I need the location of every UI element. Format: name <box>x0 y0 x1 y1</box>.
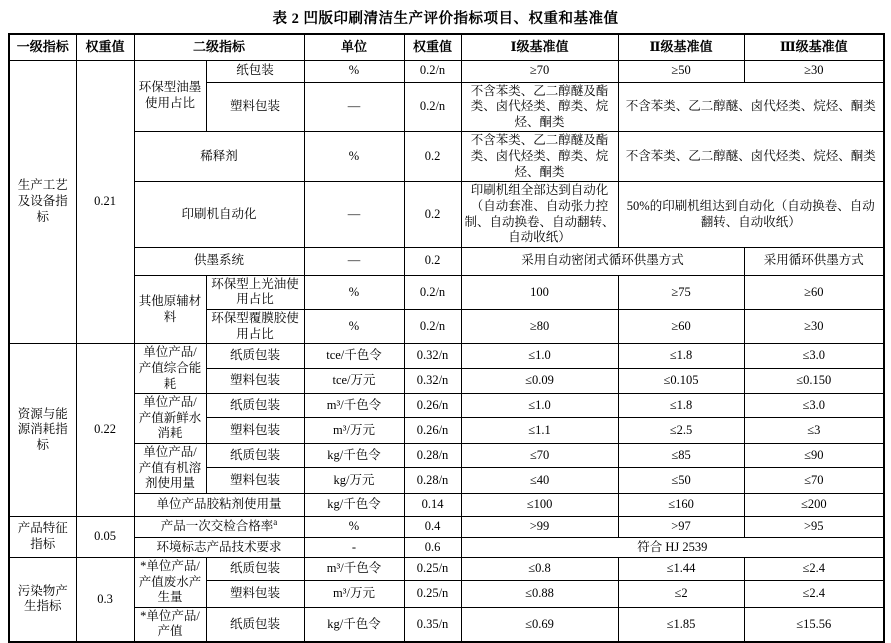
wastewater-plastic-grade2: ≤2 <box>618 581 744 608</box>
energy-paper-weight: 0.32/n <box>404 344 461 369</box>
solvent-plastic-weight: 0.28/n <box>404 467 461 493</box>
wastewater-label: *单位产品/产值废水产生量 <box>134 557 206 607</box>
energy-paper-unit: tce/千色令 <box>304 344 404 369</box>
ink-paper-sub: 纸包装 <box>206 60 304 82</box>
row-ink-paper <box>9 60 884 82</box>
row-automation <box>9 182 884 248</box>
solvent-plastic-grade3: ≤70 <box>744 467 884 493</box>
automation-label: 印刷机自动化 <box>134 182 304 248</box>
solvent-plastic-grade2: ≤50 <box>618 467 744 493</box>
env-label-unit: - <box>304 537 404 557</box>
header-weight-1: 权重值 <box>76 34 134 60</box>
env-label-label: 环境标志产品技术要求 <box>134 537 304 557</box>
water-plastic-unit: m³/万元 <box>304 417 404 443</box>
water-paper-grade2: ≤1.8 <box>618 394 744 418</box>
varnish-grade1: 100 <box>461 275 618 309</box>
waste-gas-paper-grade2: ≤1.85 <box>618 607 744 642</box>
water-plastic-sub: 塑料包装 <box>206 417 304 443</box>
waste-gas-paper-unit: kg/千色令 <box>304 607 404 642</box>
cat-resource-label: 资源与能源消耗指标 <box>9 344 76 517</box>
laminating-sub: 环保型覆膜胶使用占比 <box>206 310 304 344</box>
automation-grade23: 50%的印刷机组达到自动化（自动换卷、自动翻转、自动收纸） <box>618 182 884 248</box>
solvent-paper-sub: 纸质包装 <box>206 444 304 468</box>
ink-supply-weight: 0.2 <box>404 247 461 275</box>
pass-rate-unit: % <box>304 516 404 537</box>
water-plastic-weight: 0.26/n <box>404 417 461 443</box>
header-row <box>9 34 884 60</box>
wastewater-plastic-grade1: ≤0.88 <box>461 581 618 608</box>
ink-plastic-grade1: 不含苯类、乙二醇醚及酯类、卤代烃类、醇类、烷烃、酮类 <box>461 82 618 132</box>
energy-paper-grade2: ≤1.8 <box>618 344 744 369</box>
cat-product-weight: 0.05 <box>76 516 134 557</box>
water-paper-sub: 纸质包装 <box>206 394 304 418</box>
ink-plastic-sub: 塑料包装 <box>206 82 304 132</box>
laminating-grade1: ≥80 <box>461 310 618 344</box>
automation-unit: — <box>304 182 404 248</box>
ink-paper-grade1: ≥70 <box>461 60 618 82</box>
pass-rate-weight: 0.4 <box>404 516 461 537</box>
solvent-plastic-sub: 塑料包装 <box>206 467 304 493</box>
row-waste-gas-paper <box>9 607 884 642</box>
adhesive-grade1: ≤100 <box>461 493 618 516</box>
waste-gas-paper-grade3: ≤15.56 <box>744 607 884 642</box>
row-varnish <box>9 275 884 309</box>
pass-rate-grade2: >97 <box>618 516 744 537</box>
ink-plastic-weight: 0.2/n <box>404 82 461 132</box>
adhesive-weight: 0.14 <box>404 493 461 516</box>
laminating-unit: % <box>304 310 404 344</box>
ink-paper-grade2: ≥50 <box>618 60 744 82</box>
energy-plastic-grade3: ≤0.150 <box>744 369 884 394</box>
diluent-grade1: 不含苯类、乙二醇醚及酯类、卤代烃类、醇类、烷烃、酮类 <box>461 132 618 182</box>
cat-pollutant-weight: 0.3 <box>76 557 134 642</box>
ink-supply-unit: — <box>304 247 404 275</box>
adhesive-label: 单位产品胶粘剂使用量 <box>134 493 304 516</box>
evaluation-table <box>8 33 885 643</box>
solvent-plastic-grade1: ≤40 <box>461 467 618 493</box>
solvent-paper-weight: 0.28/n <box>404 444 461 468</box>
varnish-weight: 0.2/n <box>404 275 461 309</box>
water-plastic-grade1: ≤1.1 <box>461 417 618 443</box>
wastewater-paper-weight: 0.25/n <box>404 557 461 580</box>
pass-rate-grade1: >99 <box>461 516 618 537</box>
row-water-paper <box>9 394 884 418</box>
solvent-label: 单位产品/产值有机溶剂使用量 <box>134 444 206 494</box>
env-label-weight: 0.6 <box>404 537 461 557</box>
ink-label: 环保型油墨使用占比 <box>134 60 206 132</box>
ink-plastic-unit: — <box>304 82 404 132</box>
wastewater-paper-grade2: ≤1.44 <box>618 557 744 580</box>
wastewater-paper-unit: m³/千色令 <box>304 557 404 580</box>
ink-plastic-grade23: 不含苯类、乙二醇醚、卤代烃类、烷烃、酮类 <box>618 82 884 132</box>
solvent-paper-unit: kg/千色令 <box>304 444 404 468</box>
cat-pollutant-label: 污染物产生指标 <box>9 557 76 642</box>
diluent-weight: 0.2 <box>404 132 461 182</box>
header-level2-indicator: 二级指标 <box>134 34 304 60</box>
solvent-plastic-unit: kg/万元 <box>304 467 404 493</box>
laminating-grade3: ≥30 <box>744 310 884 344</box>
row-energy-paper <box>9 344 884 369</box>
water-paper-unit: m³/千色令 <box>304 394 404 418</box>
pass-rate-label <box>134 516 304 537</box>
cat-process-label: 生产工艺及设备指标 <box>9 60 76 344</box>
water-plastic-grade2: ≤2.5 <box>618 417 744 443</box>
row-ink-supply <box>9 247 884 275</box>
wastewater-paper-grade1: ≤0.8 <box>461 557 618 580</box>
waste-gas-paper-weight: 0.35/n <box>404 607 461 642</box>
row-adhesive <box>9 493 884 516</box>
energy-paper-sub: 纸质包装 <box>206 344 304 369</box>
ink-paper-grade3: ≥30 <box>744 60 884 82</box>
ink-supply-grade3: 采用循环供墨方式 <box>744 247 884 275</box>
waste-gas-paper-sub: 纸质包装 <box>206 607 304 642</box>
solvent-paper-grade2: ≤85 <box>618 444 744 468</box>
row-wastewater-paper <box>9 557 884 580</box>
cat-product-label: 产品特征指标 <box>9 516 76 557</box>
ink-paper-unit: % <box>304 60 404 82</box>
water-paper-grade3: ≤3.0 <box>744 394 884 418</box>
row-solvent-paper <box>9 444 884 468</box>
diluent-grade23: 不含苯类、乙二醇醚、卤代烃类、烷烃、酮类 <box>618 132 884 182</box>
pass-rate-grade3: >95 <box>744 516 884 537</box>
automation-grade1: 印刷机组全部达到自动化（自动套准、自动张力控制、自动换卷、自动翻转、自动收纸） <box>461 182 618 248</box>
row-diluent <box>9 132 884 182</box>
header-grade1-benchmark: Ⅰ级基准值 <box>461 34 618 60</box>
energy-plastic-grade1: ≤0.09 <box>461 369 618 394</box>
varnish-sub: 环保型上光油使用占比 <box>206 275 304 309</box>
laminating-grade2: ≥60 <box>618 310 744 344</box>
varnish-grade3: ≥60 <box>744 275 884 309</box>
varnish-grade2: ≥75 <box>618 275 744 309</box>
adhesive-grade3: ≤200 <box>744 493 884 516</box>
water-label: 单位产品/产值新鲜水消耗 <box>134 394 206 444</box>
waste-gas-label: *单位产品/产值 <box>134 607 206 642</box>
water-plastic-grade3: ≤3 <box>744 417 884 443</box>
water-paper-grade1: ≤1.0 <box>461 394 618 418</box>
header-level1-indicator: 一级指标 <box>9 34 76 60</box>
cat-resource-weight: 0.22 <box>76 344 134 517</box>
wastewater-plastic-weight: 0.25/n <box>404 581 461 608</box>
energy-label: 单位产品/产值综合能耗 <box>134 344 206 394</box>
laminating-weight: 0.2/n <box>404 310 461 344</box>
adhesive-unit: kg/千色令 <box>304 493 404 516</box>
other-materials-label: 其他原辅材料 <box>134 275 206 344</box>
water-paper-weight: 0.26/n <box>404 394 461 418</box>
pass-rate-footnote: a <box>273 516 278 527</box>
solvent-paper-grade1: ≤70 <box>461 444 618 468</box>
energy-plastic-weight: 0.32/n <box>404 369 461 394</box>
diluent-unit: % <box>304 132 404 182</box>
pass-rate-text: 产品一次交检合格率 <box>160 519 274 534</box>
env-label-grade123: 符合 HJ 2539 <box>461 537 884 557</box>
table-title: 表 2 凹版印刷清洁生产评价指标项目、权重和基准值 <box>272 11 619 27</box>
wastewater-paper-grade3: ≤2.4 <box>744 557 884 580</box>
header-unit: 单位 <box>304 34 404 60</box>
ink-supply-grade12: 采用自动密闭式循环供墨方式 <box>461 247 744 275</box>
wastewater-plastic-grade3: ≤2.4 <box>744 581 884 608</box>
header-grade2-benchmark: Ⅱ级基准值 <box>618 34 744 60</box>
diluent-label: 稀释剂 <box>134 132 304 182</box>
row-pass-rate <box>9 516 884 537</box>
solvent-paper-grade3: ≤90 <box>744 444 884 468</box>
varnish-unit: % <box>304 275 404 309</box>
adhesive-grade2: ≤160 <box>618 493 744 516</box>
waste-gas-paper-grade1: ≤0.69 <box>461 607 618 642</box>
row-env-label <box>9 537 884 557</box>
cat-process-weight: 0.21 <box>76 60 134 344</box>
energy-paper-grade1: ≤1.0 <box>461 344 618 369</box>
energy-plastic-unit: tce/万元 <box>304 369 404 394</box>
automation-weight: 0.2 <box>404 182 461 248</box>
energy-plastic-sub: 塑料包装 <box>206 369 304 394</box>
wastewater-plastic-unit: m³/万元 <box>304 581 404 608</box>
energy-plastic-grade2: ≤0.105 <box>618 369 744 394</box>
wastewater-paper-sub: 纸质包装 <box>206 557 304 580</box>
energy-paper-grade3: ≤3.0 <box>744 344 884 369</box>
ink-paper-weight: 0.2/n <box>404 60 461 82</box>
ink-supply-label: 供墨系统 <box>134 247 304 275</box>
header-weight-2: 权重值 <box>404 34 461 60</box>
wastewater-plastic-sub: 塑料包装 <box>206 581 304 608</box>
header-grade3-benchmark: Ⅲ级基准值 <box>744 34 884 60</box>
